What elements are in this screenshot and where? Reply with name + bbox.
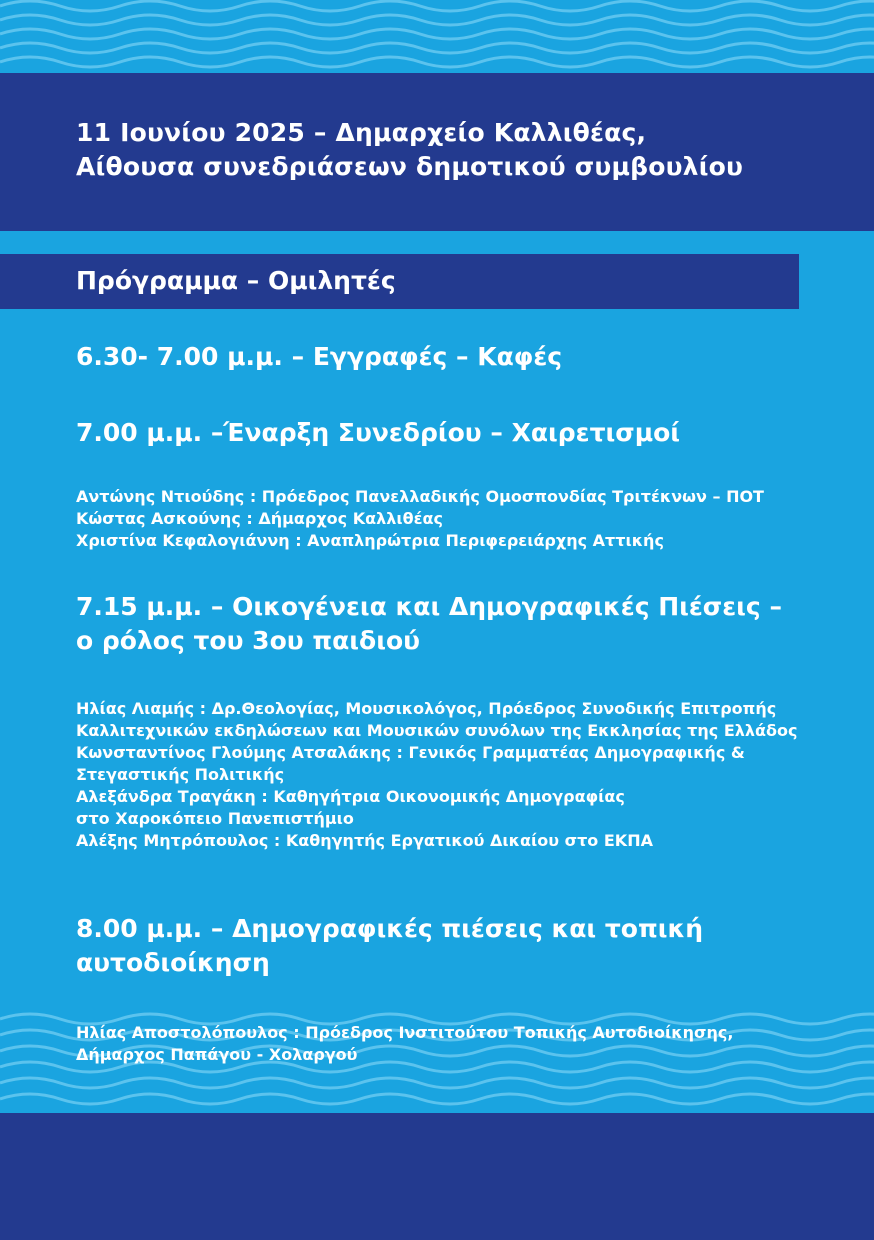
- speaker-entry: Καλλιτεχνικών εκδηλώσεων και Μουσικών συνόλων της Εκκλησίας της Ελλάδος: [76, 721, 798, 740]
- speaker-entry: Χριστίνα Κεφαλογιάννη : Αναπληρώτρια Περιφερειάρχης Αττικής: [76, 531, 664, 550]
- speaker-entry: Δήμαρχος Παπάγου - Χολαργού: [76, 1045, 358, 1064]
- footer-band: [0, 1113, 874, 1240]
- slot-title-local-government: [76, 912, 703, 980]
- wave-pattern-top: [0, 0, 874, 75]
- speaker-entry: Αλεξάνδρα Τραγάκη : Καθηγήτρια Οικονομικής Δημογραφίας: [76, 787, 625, 806]
- speaker-entry: στο Χαροκόπειο Πανεπιστήμιο: [76, 809, 354, 828]
- speaker-list-local-government: [76, 1022, 733, 1066]
- speaker-entry: Κωνσταντίνος Γλούμης Ατσαλάκης : Γενικός Γραμματέας Δημογραφικής &: [76, 743, 745, 762]
- slot-title-line: 7.00 μ.μ. –Έναρξη Συνεδρίου – Χαιρετισμοί: [76, 418, 681, 447]
- slot-title-line: αυτοδιοίκηση: [76, 948, 270, 977]
- slot-title-line: 7.15 μ.μ. – Οικογένεια και Δημογραφικές Πιέσεις –: [76, 592, 782, 621]
- slot-title-line: 6.30- 7.00 μ.μ. – Εγγραφές – Καφές: [76, 342, 563, 371]
- speaker-list-family: [76, 698, 797, 852]
- speaker-entry: Αντώνης Ντιούδης : Πρόεδρος Πανελλαδικής Ομοσπονδίας Τριτέκνων – ΠΟΤ: [76, 487, 764, 506]
- speaker-entry: Στεγαστικής Πολιτικής: [76, 765, 285, 784]
- slot-title-line: ο ρόλος του 3ου παιδιού: [76, 626, 421, 655]
- header-line-1: 11 Ιουνίου 2025 – Δημαρχείο Καλλιθέας,: [76, 118, 647, 147]
- slot-title-line: 8.00 μ.μ. – Δημογραφικές πιέσεις και τοπική: [76, 914, 704, 943]
- speaker-entry: Κώστας Ασκούνης : Δήμαρχος Καλλιθέας: [76, 509, 443, 528]
- speaker-entry: Ηλίας Αποστολόπουλος : Πρόεδρος Ινστιτούτου Τοπικής Αυτοδιοίκησης,: [76, 1023, 734, 1042]
- speaker-entry: Αλέξης Μητρόπουλος : Καθηγητής Εργατικού Δικαίου στο ΕΚΠΑ: [76, 831, 653, 850]
- header-line-2: Αίθουσα συνεδριάσεων δημοτικού συμβουλίου: [76, 152, 744, 181]
- section-title: Πρόγραμμα – Ομιλητές: [76, 266, 396, 295]
- slot-title-family: [76, 590, 782, 658]
- speaker-entry: Ηλίας Λιαμής : Δρ.Θεολογίας, Μουσικολόγος, Πρόεδρος Συνοδικής Επιτροπής: [76, 699, 777, 718]
- event-date-venue: [76, 116, 743, 184]
- slot-title-opening: [76, 416, 680, 450]
- slot-title-registration: [76, 340, 562, 374]
- speaker-list-opening: [76, 486, 764, 552]
